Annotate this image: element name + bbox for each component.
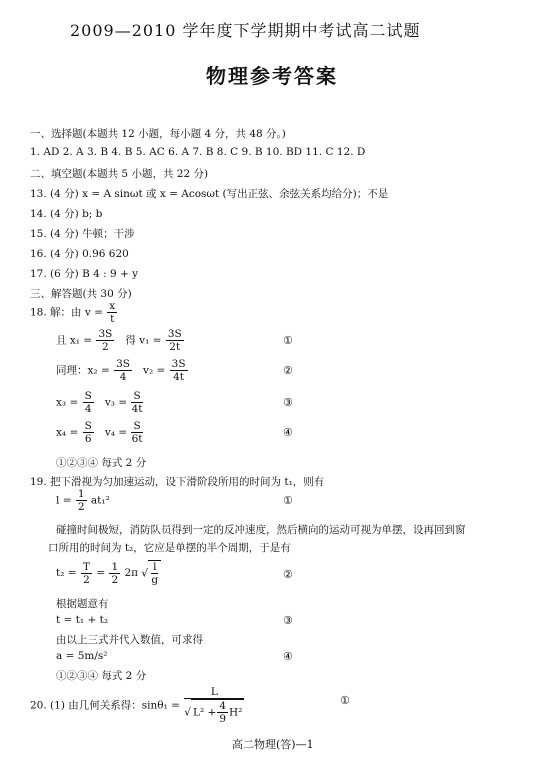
fraction-numerator: S (84, 390, 92, 402)
fraction-denominator: 4t (173, 371, 185, 383)
fraction-numerator: 1 (111, 560, 119, 573)
q19-mark1: ① (283, 494, 293, 507)
fraction-numerator: 3S (171, 358, 186, 370)
q20-den-part1: L² + (192, 706, 217, 719)
q18-intro (30, 300, 118, 325)
q18-score: ①②③④ 每式 2 分 (56, 457, 147, 469)
fraction-denominator: g (151, 574, 159, 586)
q14-answer: 14. (4 分) b; b (30, 208, 103, 220)
q19-eq2-fraction2 (109, 561, 120, 586)
q19-eq2-prefix: t₂ = (56, 567, 77, 579)
q19-text2: 口所用的时间为 t₂，它应是单摆的半个周期，于是有 (48, 542, 291, 554)
fraction-numerator: S (133, 420, 141, 432)
q20-intro: 20. (1) 由几何关系得：sinθ₁ = (30, 699, 180, 712)
fraction-numerator: 3S (116, 358, 130, 370)
fraction-numerator: l (153, 561, 157, 573)
q13-answer: 13. (4 分) x = A sinωt 或 x = Acosωt (写出正弦、余弦关系均给分)；不是 (30, 188, 389, 200)
q19-eq3: t = t₁ + t₂ (56, 614, 109, 626)
section2-heading: 二、填空题(本题共 5 小题，共 22 分) (30, 168, 209, 180)
q19-score: ①②③④ 每式 2 分 (56, 670, 147, 682)
q18-l3-prefix: x₃ = (56, 396, 79, 409)
q15-answer: 15. (4 分) 牛顿；干涉 (30, 228, 135, 240)
fraction-denominator: 2 (83, 573, 90, 586)
q18-v-fraction (107, 300, 117, 325)
q18-line2 (56, 358, 189, 383)
exam-title: 2009—2010 学年度下学期期中考试高二试题 (70, 21, 421, 40)
q19-eq2-two-pi: 2π (124, 567, 139, 579)
q18-mark2: ② (283, 364, 293, 377)
q18-line1 (56, 328, 185, 353)
q19-eq1-suffix: at₁² (90, 494, 110, 507)
q19-eq1-fraction (76, 488, 87, 513)
q18-l4-fraction2 (131, 420, 142, 445)
fraction-numerator: S (84, 420, 92, 432)
q18-l1-prefix: 且 x₁ = (56, 334, 93, 347)
q18-l3-fraction1 (83, 390, 94, 415)
fraction-denominator: 4 (119, 371, 127, 383)
q19-eq2 (56, 560, 161, 586)
q19-text1: 碰撞时间极短，消防队员得到一定的反冲速度，然后横向的运动可视为单摆，设再回到窗 (56, 524, 466, 536)
fraction-denominator: 4t (131, 403, 143, 415)
sqrt-icon: √ L² + $\frac{4}{9}$ H² (184, 700, 243, 725)
q20-den-part2: H² (229, 706, 243, 719)
q19-eq2-equals: = (96, 567, 106, 579)
q18-l4-prefix: x₄ = (56, 426, 79, 439)
q18-line4 (56, 420, 144, 445)
fraction-denominator: 6t (131, 433, 143, 445)
q20-fraction (184, 686, 244, 725)
fraction-numerator: 4 (219, 700, 226, 712)
q18-l1-fraction2 (166, 328, 184, 353)
q19-eq4: a = 5m/s² (56, 650, 108, 662)
fraction-numerator: L (184, 686, 244, 699)
q18-l2-fraction1 (114, 358, 132, 383)
q18-mark4: ④ (283, 426, 293, 439)
q19-mark2: ② (283, 568, 293, 581)
sqrt-icon: √ $\frac{l}{g}$ (141, 560, 161, 586)
q20-mark1: ① (340, 694, 350, 707)
fraction-numerator: 3S (98, 328, 113, 340)
q19-mark4: ④ (283, 650, 293, 663)
q18-intro-text: 18. 解：由 v = (30, 306, 103, 319)
fraction-numerator: S (133, 390, 141, 402)
q19-text4: 由以上三式并代入数值，可求得 (56, 634, 203, 646)
answer-subtitle: 物理参考答案 (206, 64, 338, 88)
q18-l3-fraction2 (131, 390, 142, 415)
q20-den-fraction (217, 700, 228, 725)
q19-eq1-prefix: l = (56, 494, 72, 507)
fraction-denominator: 2 (77, 501, 85, 513)
q18-l2-prefix: 同理：x₂ = (56, 364, 110, 377)
q18-line3 (56, 390, 144, 415)
fraction-denominator: 9 (219, 713, 226, 725)
q18-l4-fraction1 (83, 420, 94, 445)
fraction-denominator: 6 (84, 433, 92, 445)
q18-l3-middle: v₃ = (104, 396, 128, 409)
fraction-denominator: 2t (169, 341, 181, 353)
q18-l1-fraction1 (96, 328, 114, 353)
section3-heading: 三、解答题(共 30 分) (30, 288, 132, 300)
fraction-numerator: 3S (167, 328, 182, 340)
fraction-numerator: 1 (77, 488, 85, 500)
fraction-denominator: 2 (111, 573, 119, 586)
q17-answer: 17. (6 分) B 4 : 9 + y (30, 268, 139, 280)
fraction-numerator: x (109, 300, 116, 312)
fraction-denominator: 2 (102, 341, 109, 353)
q19-intro: 19. 把下滑视为匀加速运动，设下滑阶段所用的时间为 t₁，则有 (30, 476, 325, 488)
q18-mark1: ① (283, 334, 293, 347)
q19-text3: 根据题意有 (56, 598, 109, 610)
q19-mark3: ③ (283, 614, 293, 627)
section1-answers: 1. AD 2. A 3. B 4. B 5. AC 6. A 7. B 8. C 9. B 10. BD 11. C 12. D (30, 146, 366, 158)
fraction-denominator (184, 699, 244, 725)
q19-eq2-root-fraction (151, 561, 158, 586)
fraction-numerator: T (82, 560, 90, 573)
q19-eq1 (56, 488, 110, 513)
page-footer: 高二物理(答)—1 (232, 738, 314, 751)
q18-l1-middle: 得 v₁ = (125, 334, 162, 347)
fraction-denominator: 4 (84, 403, 92, 415)
fraction-denominator: t (110, 313, 115, 325)
q18-l2-middle: v₂ = (143, 364, 166, 377)
q19-eq2-fraction1 (81, 561, 92, 586)
section1-heading: 一、选择题(本题共 12 小题，每小题 4 分，共 48 分。) (30, 128, 286, 140)
q18-l2-fraction2 (170, 358, 188, 383)
q18-l4-middle: v₄ = (104, 426, 128, 439)
q18-mark3: ③ (283, 396, 293, 409)
q20-line (30, 686, 245, 725)
q16-answer: 16. (4 分) 0.96 620 (30, 248, 129, 260)
